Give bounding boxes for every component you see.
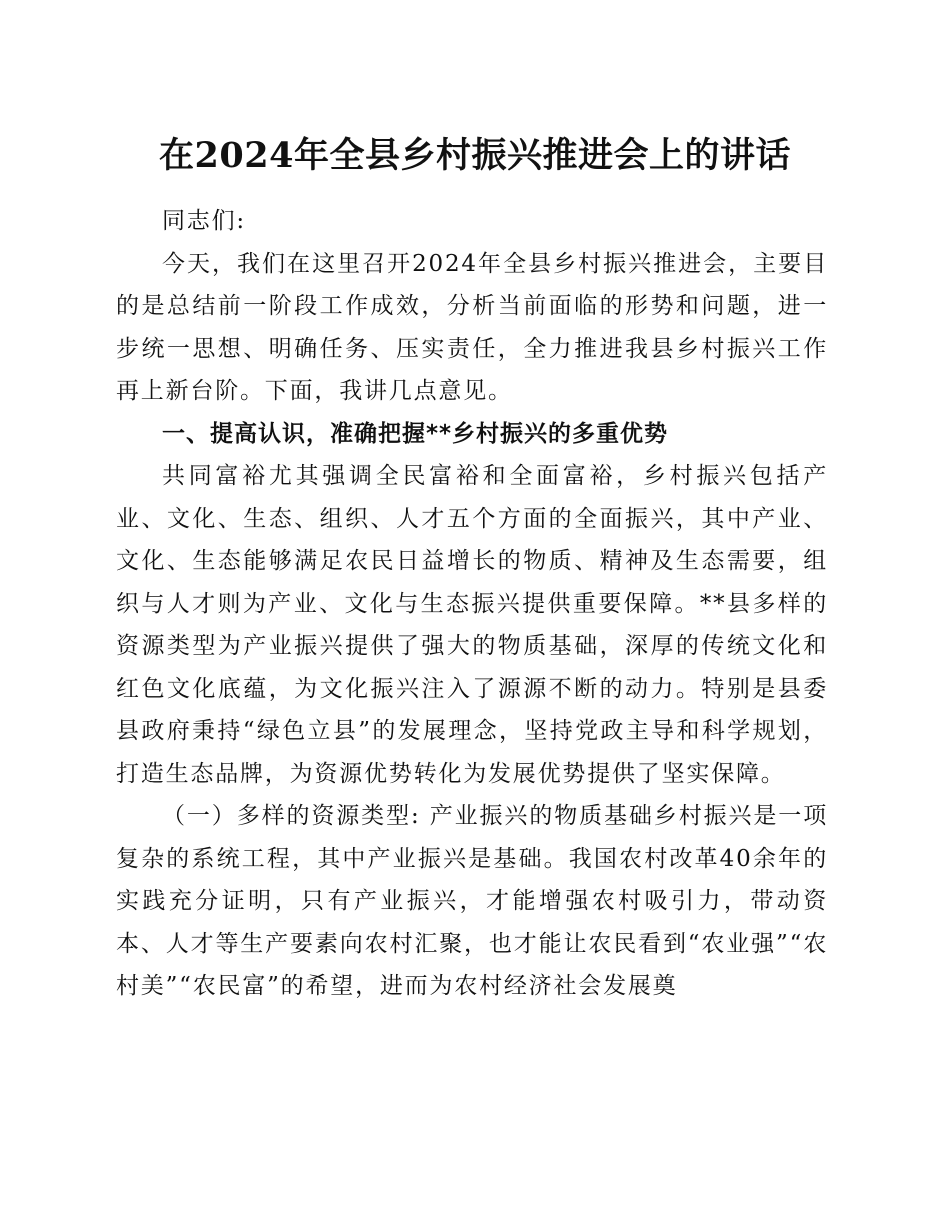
document-body — [116, 200, 828, 1008]
salutation: 同志们: — [162, 208, 246, 234]
subsection-paragraph: （一）多样的资源类型: 产业振兴的物质基础乡村振兴是一项复杂的系统工程，其中产业振兴是基础。我国农村改革40余年的实践充分证明，只有产业振兴，才能增强农村吸引力，带动资本、人才等生产要素向农村汇聚，也才能让农民看到“农业强”“农村美”“农民富”的希望，进而为农村经济社会发展奠 — [116, 803, 828, 999]
body-paragraph: 共同富裕尤其强调全民富裕和全面富裕，乡村振兴包括产业、文化、生态、组织、人才五个方面的全面振兴，其中产业、文化、生态能够满足农民日益增长的物质、精神及生态需要，组织与人才则为产业、文化与生态振兴提供重要保障。**县多样的资源类型为产业振兴提供了强大的物质基础，深厚的传统文化和红色文化底蕴，为文化振兴注入了源源不断的动力。特别是县委县政府秉持“绿色立县”的发展理念，坚持党政主导和科学规划，打造生态品牌，为资源优势转化为发展优势提供了坚实保障。 — [116, 463, 828, 787]
document-title: 在2024年全县乡村振兴推进会上的讲话 — [159, 135, 791, 176]
intro-paragraph: 今天，我们在这里召开2024年全县乡村振兴推进会，主要目的是总结前一阶段工作成效，分析当前面临的形势和问题，进一步统一思想、明确任务、压实责任，全力推进我县乡村振兴工作再上新台阶。下面，我讲几点意见。 — [116, 250, 828, 404]
section-heading: 一、提高认识，准确把握**乡村振兴的多重优势 — [162, 420, 669, 447]
